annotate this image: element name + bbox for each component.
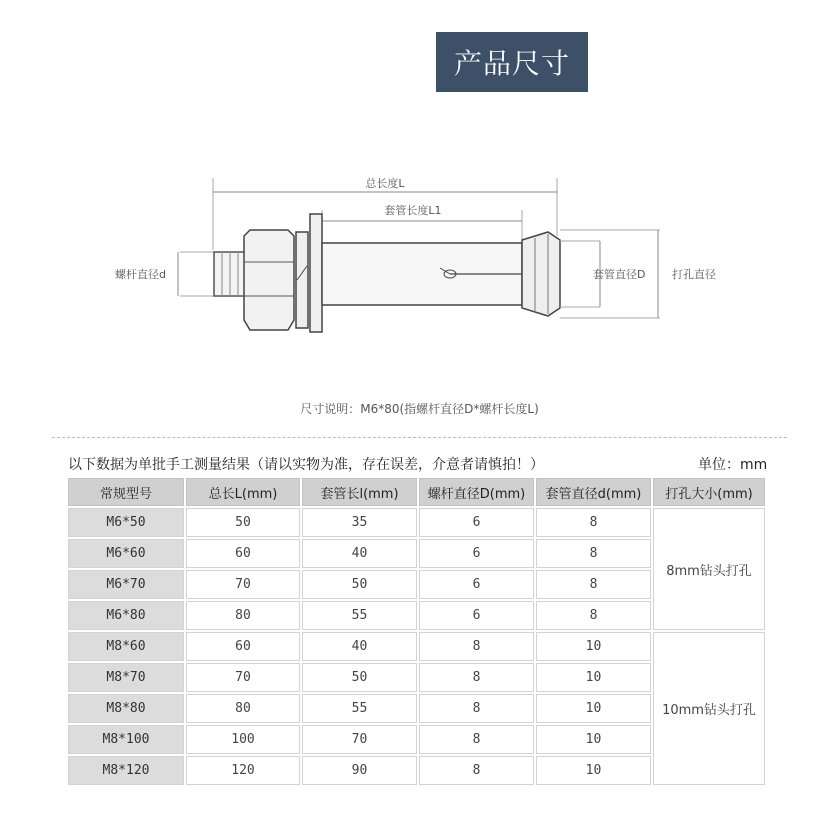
sleeve-diameter-cell: 8 <box>536 570 651 599</box>
hex-nut <box>244 230 294 330</box>
total-length-cell: 70 <box>186 663 300 692</box>
model-cell: M8*120 <box>68 756 184 785</box>
sleeve-length-cell: 40 <box>302 632 417 661</box>
bolt-diameter-cell: 6 <box>419 601 534 630</box>
model-cell: M6*50 <box>68 508 184 537</box>
header-drill-size: 打孔大小(mm) <box>653 478 765 506</box>
sleeve-length-cell: 55 <box>302 694 417 723</box>
table-row <box>68 508 765 537</box>
model-cell: M8*60 <box>68 632 184 661</box>
measurement-note: 以下数据为单批手工测量结果（请以实物为准，存在误差，介意者请慎拍！） <box>68 457 544 473</box>
spring-washer <box>296 232 308 328</box>
sleeve-diameter-cell: 8 <box>536 539 651 568</box>
model-cell: M8*70 <box>68 663 184 692</box>
cone-nut <box>522 232 560 316</box>
bolt-diameter-cell: 8 <box>419 632 534 661</box>
sleeve-length-cell: 90 <box>302 756 417 785</box>
page-title: 产品尺寸 <box>436 32 588 92</box>
sleeve-diameter-label: 套管直径D <box>593 268 646 281</box>
size-caption: 尺寸说明：M6*80(指螺杆直径D*螺杆长度L) <box>300 402 539 416</box>
bolt-diameter-cell: 6 <box>419 539 534 568</box>
header-model: 常规型号 <box>68 478 184 506</box>
header-total-length: 总长L(mm) <box>186 478 300 506</box>
header-sleeve-diameter: 套管直径d(mm) <box>536 478 651 506</box>
sleeve-diameter-cell: 8 <box>536 601 651 630</box>
bolt-diameter-cell: 6 <box>419 570 534 599</box>
sleeve-length-cell: 50 <box>302 663 417 692</box>
anchor-bolt-diagram <box>0 0 839 400</box>
total-length-cell: 80 <box>186 694 300 723</box>
sleeve-diameter-cell: 10 <box>536 725 651 754</box>
bolt-diameter-label: 螺杆直径d <box>115 268 166 281</box>
sleeve-length-cell: 35 <box>302 508 417 537</box>
sleeve-length-label: 套管长度L1 <box>384 204 442 217</box>
threaded-rod-end <box>214 252 248 296</box>
total-length-cell: 60 <box>186 539 300 568</box>
bolt-diameter-cell: 8 <box>419 756 534 785</box>
total-length-cell: 60 <box>186 632 300 661</box>
header-bolt-diameter: 螺杆直径D(mm) <box>419 478 534 506</box>
model-cell: M6*70 <box>68 570 184 599</box>
dashed-divider <box>52 437 787 438</box>
sleeve-length-cell: 70 <box>302 725 417 754</box>
flat-washer <box>310 214 322 332</box>
bolt-diameter-cell: 8 <box>419 725 534 754</box>
bolt-diameter-cell: 6 <box>419 508 534 537</box>
bolt-diameter-cell: 8 <box>419 694 534 723</box>
total-length-label: 总长度L <box>365 177 405 190</box>
total-length-cell: 100 <box>186 725 300 754</box>
drill-size-cell: 8mm钻头打孔 <box>653 508 765 630</box>
sleeve-length-cell: 50 <box>302 570 417 599</box>
header-sleeve-length: 套管长l(mm) <box>302 478 417 506</box>
total-length-cell: 120 <box>186 756 300 785</box>
table-header-row <box>68 478 765 506</box>
spec-table <box>66 476 767 787</box>
model-cell: M6*60 <box>68 539 184 568</box>
sleeve-diameter-cell: 10 <box>536 663 651 692</box>
sleeve-length-cell: 40 <box>302 539 417 568</box>
sleeve-diameter-cell: 8 <box>536 508 651 537</box>
sleeve-length-cell: 55 <box>302 601 417 630</box>
total-length-cell: 80 <box>186 601 300 630</box>
unit-label: 单位：mm <box>698 457 768 473</box>
model-cell: M8*80 <box>68 694 184 723</box>
total-length-cell: 70 <box>186 570 300 599</box>
drill-size-cell: 10mm钻头打孔 <box>653 632 765 785</box>
model-cell: M6*80 <box>68 601 184 630</box>
sleeve-diameter-cell: 10 <box>536 756 651 785</box>
hole-diameter-label: 打孔直径 <box>672 268 716 281</box>
model-cell: M8*100 <box>68 725 184 754</box>
bolt-diameter-cell: 8 <box>419 663 534 692</box>
total-length-cell: 50 <box>186 508 300 537</box>
sleeve-diameter-cell: 10 <box>536 632 651 661</box>
sleeve-diameter-cell: 10 <box>536 694 651 723</box>
table-row <box>68 632 765 661</box>
